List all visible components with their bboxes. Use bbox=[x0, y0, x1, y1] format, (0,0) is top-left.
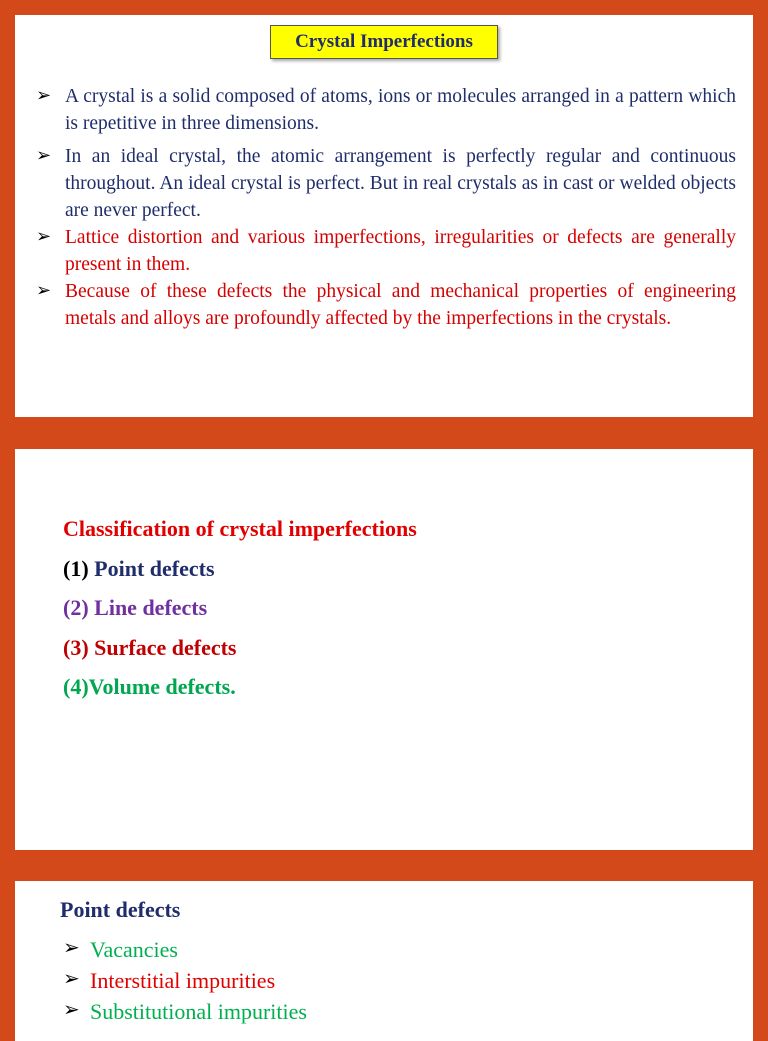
item-label: Point defects bbox=[88, 555, 215, 581]
classification-item-volume: (4)Volume defects. bbox=[63, 674, 236, 699]
item-number: (1) bbox=[63, 555, 89, 581]
arrow-bullet-icon: ➢ bbox=[36, 85, 52, 105]
list-item-text: Interstitial impurities bbox=[90, 968, 276, 993]
bullet-item bbox=[35, 278, 736, 332]
bullet-list bbox=[35, 83, 736, 332]
slide-title: Crystal Imperfections bbox=[270, 25, 498, 59]
classification-item-surface: (3) Surface defects bbox=[63, 634, 237, 660]
classification-item-line: (2) Line defects bbox=[63, 595, 208, 620]
bullet-item bbox=[35, 83, 736, 137]
point-defects-title: Point defects bbox=[60, 897, 181, 922]
list-item-text: Substitutional impurities bbox=[90, 999, 307, 1024]
classification-list bbox=[63, 509, 417, 707]
list-item-text: Vacancies bbox=[90, 937, 178, 962]
arrow-bullet-icon: ➢ bbox=[63, 968, 80, 990]
bullet-text: A crystal is a solid composed of atoms, ions or molecules arranged in a pattern which is repetitive in three dimensions. bbox=[65, 86, 736, 134]
bullet-text: Lattice distortion and various imperfections, irregularities or defects are generally present in them. bbox=[65, 227, 736, 275]
list-item bbox=[62, 965, 307, 996]
slide-crystal-imperfections bbox=[15, 15, 753, 417]
arrow-bullet-icon: ➢ bbox=[63, 999, 80, 1021]
bullet-item bbox=[35, 143, 736, 224]
bullet-text: In an ideal crystal, the atomic arrangement is perfectly regular and continuous throughout. An ideal crystal is perfect. But in real crystals as in cast or welded objects are never perfect. bbox=[65, 146, 736, 221]
classification-heading: Classification of crystal imperfections bbox=[63, 516, 417, 541]
arrow-bullet-icon: ➢ bbox=[36, 145, 52, 165]
classification-item-point bbox=[63, 549, 417, 589]
slide-classification bbox=[15, 449, 753, 850]
arrow-bullet-icon: ➢ bbox=[63, 937, 80, 959]
arrow-bullet-icon: ➢ bbox=[36, 280, 52, 300]
arrow-bullet-icon: ➢ bbox=[36, 226, 52, 246]
bullet-item bbox=[35, 224, 736, 278]
list-item bbox=[62, 934, 307, 965]
bullet-text: Because of these defects the physical and mechanical properties of engineering metals and alloys are profoundly affected by the imperfections in the crystals. bbox=[65, 281, 736, 329]
list-item bbox=[62, 996, 307, 1027]
slide-point-defects bbox=[15, 881, 753, 1041]
point-defects-list bbox=[62, 934, 307, 1027]
